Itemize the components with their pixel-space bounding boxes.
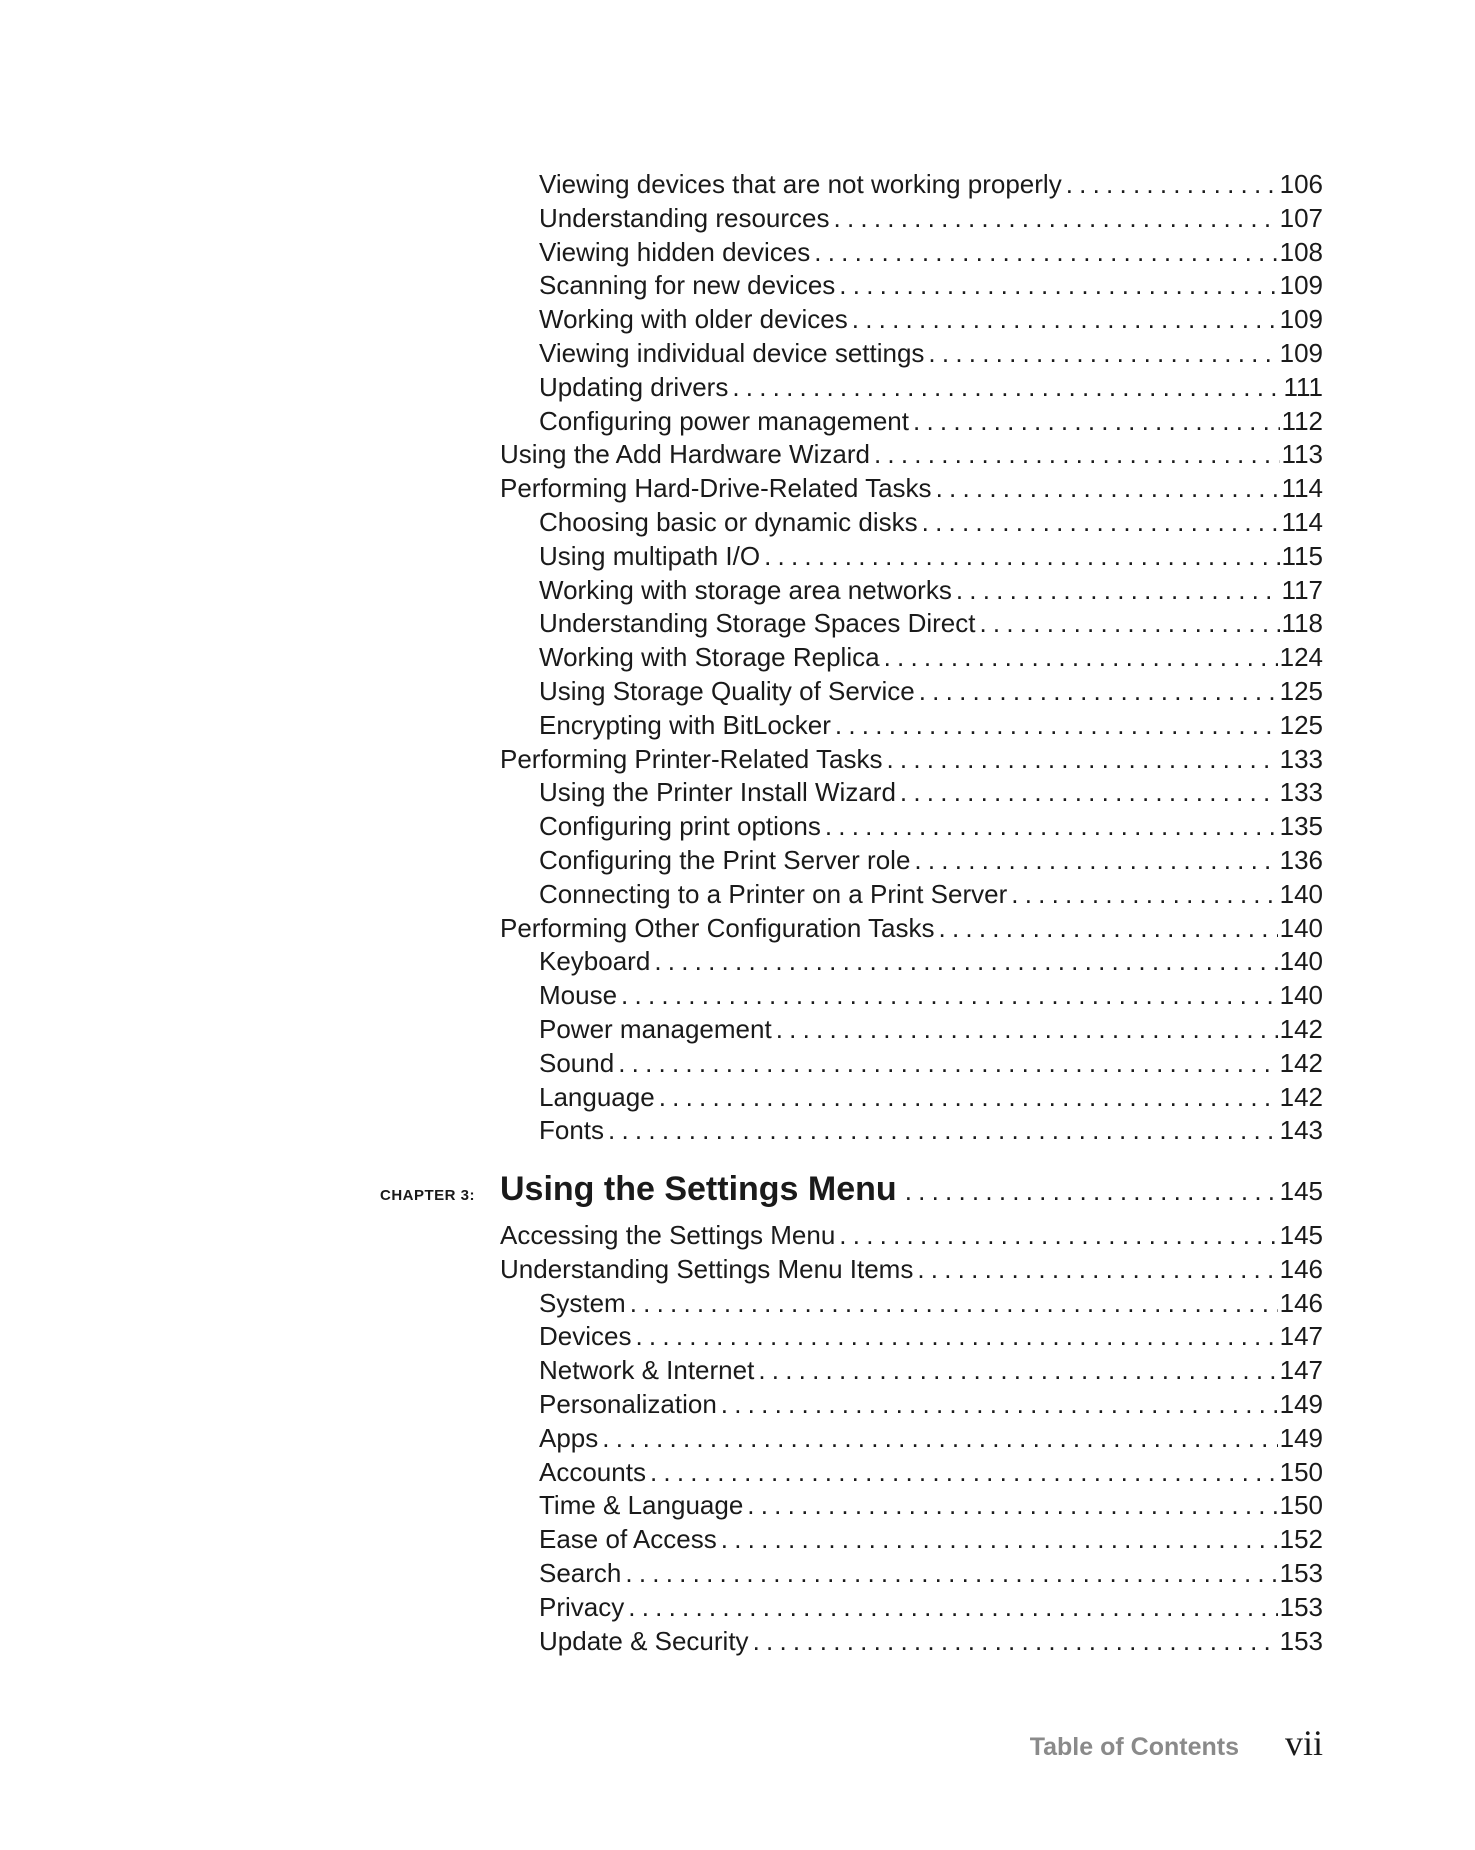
toc-entry-page-number: 147 [1279, 1321, 1323, 1352]
leader-dots [628, 1591, 1277, 1624]
leader-dots [939, 912, 1278, 945]
toc-entry-label: Updating drivers [539, 371, 729, 402]
toc-entry-page-number: 149 [1279, 1422, 1323, 1453]
toc-entry[interactable] [539, 1557, 1323, 1590]
toc-entry[interactable] [539, 1081, 1323, 1114]
toc-entry-page-number: 108 [1279, 236, 1323, 267]
toc-entry[interactable] [539, 1489, 1323, 1522]
toc-entry-label: Working with older devices [539, 304, 848, 335]
leader-dots [905, 1176, 1276, 1207]
toc-entry-label: Viewing individual device settings [539, 338, 925, 368]
toc-entry[interactable] [539, 776, 1323, 809]
toc-entry-label: Viewing devices that are not working properly [539, 169, 1062, 199]
toc-entry-page-number: 145 [1279, 1220, 1323, 1250]
toc-entry-page-number: 125 [1279, 709, 1323, 740]
leader-dots [654, 945, 1277, 978]
toc-entry-page-number: 133 [1279, 743, 1323, 774]
leader-dots [1011, 878, 1277, 911]
toc-entry-page-number: 143 [1279, 1115, 1323, 1146]
toc-entry[interactable] [539, 810, 1323, 843]
leader-dots [936, 472, 1280, 505]
toc-entry[interactable] [539, 1523, 1323, 1556]
toc-entry[interactable] [539, 1422, 1323, 1455]
toc-entry-page-number: 140 [1279, 946, 1323, 977]
toc-entry-page-number: 135 [1279, 811, 1323, 842]
leader-dots [839, 1219, 1277, 1252]
toc-entry-label: Choosing basic or dynamic disks [539, 507, 918, 537]
toc-entry[interactable] [539, 405, 1323, 438]
toc-entry[interactable] [539, 1625, 1323, 1658]
toc-entry[interactable] [539, 1388, 1323, 1421]
toc-entry-label: Using the Printer Install Wizard [539, 777, 896, 808]
toc-entry[interactable] [539, 202, 1323, 235]
chapter-page-number: 145 [1279, 1176, 1323, 1206]
toc-entry[interactable] [539, 1456, 1323, 1489]
toc-entry-page-number: 149 [1279, 1389, 1323, 1419]
chapter-title: Using the Settings Menu [500, 1170, 897, 1208]
toc-entry-label: Accessing the Settings Menu [500, 1220, 836, 1250]
leader-dots [928, 337, 1277, 370]
toc-entry[interactable] [500, 1219, 1323, 1252]
page-footer [0, 1722, 1323, 1772]
toc-entry-page-number: 124 [1279, 642, 1323, 673]
toc-entry-page-number: 133 [1279, 777, 1323, 808]
leader-dots [914, 844, 1277, 877]
toc-entry-label: Configuring power management [539, 405, 909, 436]
leader-dots [621, 979, 1278, 1012]
toc-entry-label: Sound [539, 1047, 615, 1078]
toc-entry-page-number: 109 [1279, 338, 1323, 368]
leader-dots [721, 1523, 1278, 1556]
toc-entry[interactable] [539, 371, 1323, 404]
toc-entry-label: Personalization [539, 1389, 717, 1419]
leader-dots [659, 1081, 1278, 1114]
leader-dots [956, 574, 1280, 607]
toc-entry-label: Scanning for new devices [539, 270, 836, 301]
toc-entry-label: Performing Printer-Related Tasks [500, 743, 883, 774]
leader-dots [635, 1320, 1277, 1353]
toc-entry-label: Update & Security [539, 1625, 749, 1656]
leader-dots [919, 675, 1278, 708]
toc-entry-label: Performing Other Configuration Tasks [500, 912, 935, 943]
toc-entry-label: Viewing hidden devices [539, 236, 811, 267]
leader-dots [884, 641, 1278, 674]
toc-entry-label: Configuring print options [539, 811, 821, 842]
toc-entry[interactable] [539, 303, 1323, 336]
toc-entry-label: Using Storage Quality of Service [539, 676, 915, 706]
leader-dots [979, 607, 1279, 640]
footer-page-number: vii [1284, 1723, 1323, 1763]
toc-entry[interactable] [539, 1354, 1323, 1387]
toc-entry-label: Understanding Settings Menu Items [500, 1253, 914, 1284]
toc-entry-page-number: 107 [1279, 202, 1323, 233]
toc-entry-label: Apps [539, 1422, 599, 1453]
leader-dots [900, 776, 1278, 809]
toc-entry-page-number: 153 [1279, 1591, 1323, 1622]
toc-entry-page-number: 114 [1281, 473, 1323, 504]
toc-entry[interactable] [500, 912, 1323, 945]
toc-entry-page-number: 117 [1281, 574, 1323, 605]
toc-entry[interactable] [539, 709, 1323, 742]
toc-entry-label: Network & Internet [539, 1355, 755, 1386]
toc-entry-label: Fonts [539, 1115, 605, 1146]
leader-dots [602, 1422, 1277, 1455]
toc-entry[interactable] [539, 574, 1323, 607]
toc-entry-page-number: 114 [1281, 507, 1323, 537]
toc-entry-page-number: 109 [1279, 304, 1323, 335]
leader-dots [630, 1287, 1278, 1320]
toc-entry-page-number: 113 [1281, 439, 1323, 470]
toc-entry-page-number: 152 [1279, 1524, 1323, 1555]
toc-entry-page-number: 147 [1279, 1355, 1323, 1386]
leader-dots [839, 269, 1277, 302]
toc-entry[interactable] [539, 878, 1323, 911]
toc-entry-page-number: 118 [1281, 608, 1323, 639]
leader-dots [814, 236, 1277, 269]
toc-entry-label: Mouse [539, 980, 618, 1011]
toc-entry-label: Understanding resources [539, 202, 830, 233]
leader-dots [1066, 168, 1278, 201]
toc-entry[interactable] [500, 1253, 1323, 1286]
toc-entry[interactable] [539, 1287, 1323, 1320]
toc-entry-page-number: 109 [1279, 270, 1323, 301]
toc-entry[interactable] [539, 506, 1323, 539]
chapter-heading[interactable] [380, 1170, 1323, 1214]
toc-entry-page-number: 140 [1279, 980, 1323, 1011]
toc-entry-label: Encrypting with BitLocker [539, 709, 831, 740]
toc-entry-page-number: 150 [1279, 1456, 1323, 1487]
toc-entry-page-number: 115 [1281, 540, 1323, 571]
toc-entry-label: Performing Hard-Drive-Related Tasks [500, 473, 932, 504]
leader-dots [618, 1047, 1277, 1080]
toc-entry[interactable] [539, 1320, 1323, 1353]
toc-entry[interactable] [539, 607, 1323, 640]
toc-entry-label: Understanding Storage Spaces Direct [539, 608, 976, 639]
toc-entry-label: Using the Add Hardware Wizard [500, 439, 870, 470]
toc-entry-page-number: 140 [1279, 912, 1323, 943]
toc-entry-label: Configuring the Print Server role [539, 845, 911, 875]
leader-dots [608, 1114, 1278, 1147]
toc-entry[interactable] [500, 743, 1323, 776]
chapter-number-label: CHAPTER 3: [380, 1187, 476, 1204]
toc-entry-page-number: 153 [1279, 1625, 1323, 1656]
toc-entry-label: Working with storage area networks [539, 574, 952, 605]
toc-entry[interactable] [539, 945, 1323, 978]
leader-dots [913, 405, 1280, 438]
leader-dots [852, 303, 1278, 336]
toc-entry-page-number: 146 [1279, 1253, 1323, 1284]
toc-entry-label: Connecting to a Printer on a Print Server [539, 878, 1008, 909]
toc-entry-page-number: 136 [1279, 845, 1323, 875]
footer-section-title: Table of Contents [1029, 1733, 1239, 1761]
toc-entry[interactable] [539, 540, 1323, 573]
toc-entry[interactable] [539, 1114, 1323, 1147]
leader-dots [758, 1354, 1277, 1387]
toc-entry-label: Privacy [539, 1591, 625, 1622]
leader-dots [835, 709, 1278, 742]
toc-entry-label: System [539, 1287, 626, 1318]
leader-dots [625, 1557, 1277, 1590]
toc-entry[interactable] [539, 675, 1323, 708]
toc-entry[interactable] [539, 168, 1323, 201]
leader-dots [764, 540, 1279, 573]
toc-entry-label: Working with Storage Replica [539, 642, 880, 673]
toc-entry-label: Power management [539, 1014, 772, 1044]
leader-dots [747, 1489, 1277, 1522]
toc-entry[interactable] [539, 1013, 1323, 1046]
leader-dots [753, 1625, 1278, 1658]
toc-entry-page-number: 125 [1279, 676, 1323, 706]
toc-entry-label: Ease of Access [539, 1524, 717, 1555]
toc-entry[interactable] [539, 979, 1323, 1012]
leader-dots [922, 506, 1280, 539]
toc-entry-page-number: 153 [1279, 1558, 1323, 1588]
leader-dots [650, 1456, 1278, 1489]
leader-dots [721, 1388, 1278, 1421]
leader-dots [917, 1253, 1277, 1286]
leader-dots [886, 743, 1277, 776]
toc-entry-page-number: 140 [1279, 878, 1323, 909]
toc-entry[interactable] [539, 269, 1323, 302]
toc-entry-label: Accounts [539, 1456, 646, 1487]
toc-entry-label: Search [539, 1558, 622, 1588]
leader-dots [825, 810, 1278, 843]
toc-entry-page-number: 150 [1279, 1490, 1323, 1521]
toc-entry-page-number: 112 [1281, 405, 1323, 436]
toc-entry-label: Language [539, 1081, 655, 1112]
toc-entry[interactable] [539, 844, 1323, 877]
toc-entry-label: Using multipath I/O [539, 540, 761, 571]
toc-entry[interactable] [539, 1047, 1323, 1080]
toc-entry[interactable] [500, 438, 1323, 471]
leader-dots [732, 371, 1281, 404]
toc-entry-page-number: 111 [1283, 371, 1323, 402]
toc-entry-page-number: 142 [1279, 1047, 1323, 1078]
toc-entry-page-number: 146 [1279, 1287, 1323, 1318]
toc-entry-page-number: 142 [1279, 1014, 1323, 1044]
toc-entry[interactable] [539, 1591, 1323, 1624]
toc-entry[interactable] [539, 641, 1323, 674]
toc-entry[interactable] [539, 236, 1323, 269]
toc-entry-page-number: 106 [1279, 169, 1323, 199]
toc-entry-label: Keyboard [539, 946, 651, 977]
toc-entry-page-number: 142 [1279, 1081, 1323, 1112]
leader-dots [874, 438, 1280, 471]
leader-dots [776, 1013, 1278, 1046]
leader-dots [834, 202, 1278, 235]
toc-entry-label: Time & Language [539, 1490, 744, 1521]
toc-entry-label: Devices [539, 1321, 632, 1352]
toc-entry[interactable] [539, 337, 1323, 370]
toc-entry[interactable] [500, 472, 1323, 505]
